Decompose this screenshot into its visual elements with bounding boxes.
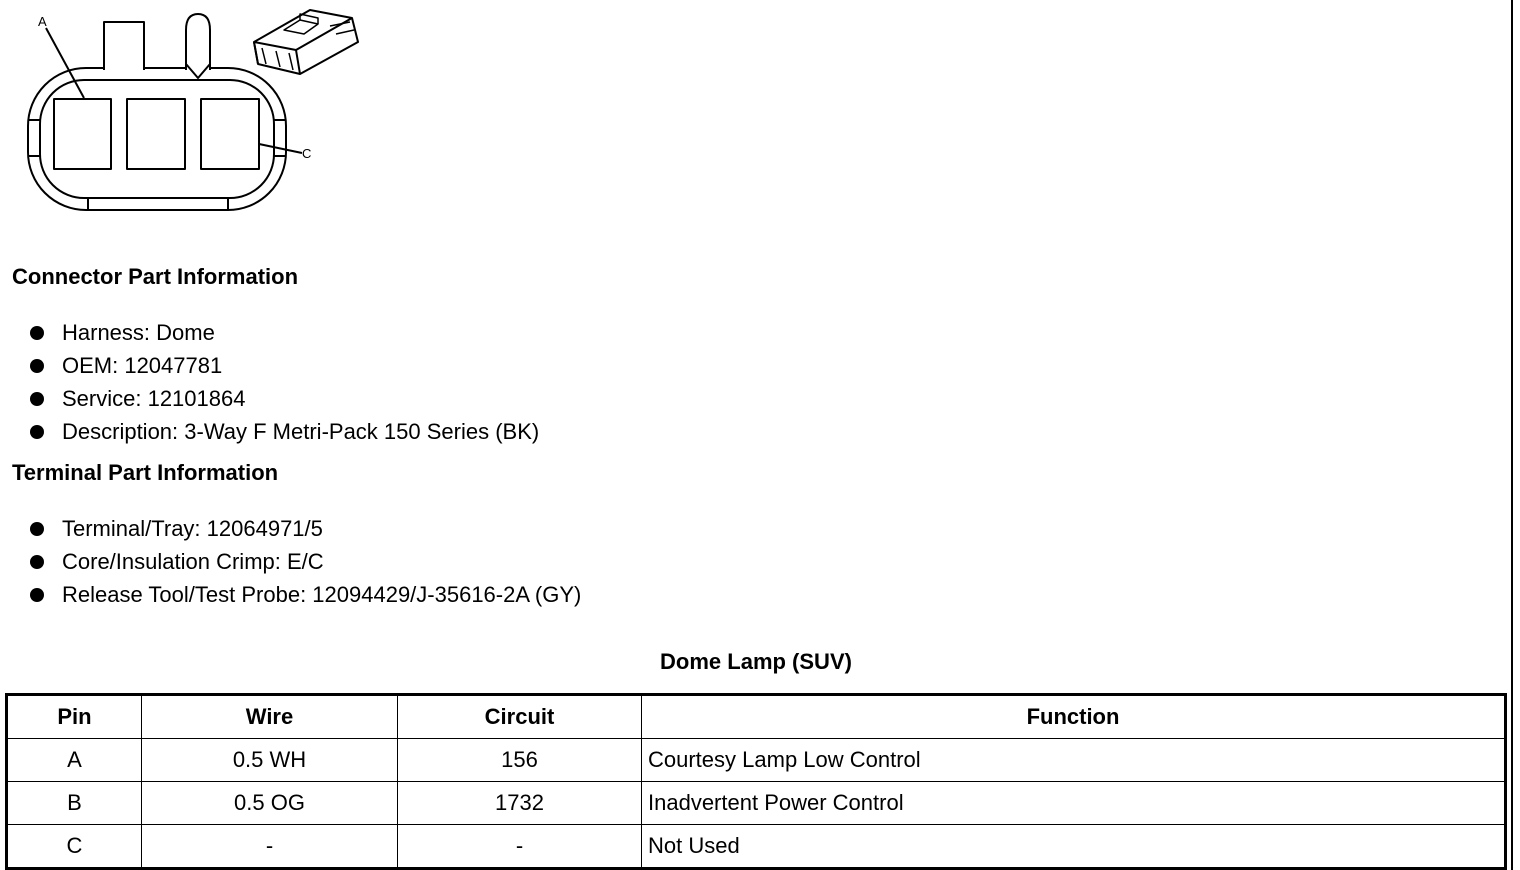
list-item <box>30 512 581 545</box>
terminal-info-heading: Terminal Part Information <box>12 460 279 485</box>
table-row <box>7 825 1506 869</box>
table-header-row <box>7 695 1506 739</box>
wire-cell: - <box>142 825 398 869</box>
table-row <box>7 739 1506 782</box>
list-item <box>30 415 539 448</box>
list-item <box>30 578 581 611</box>
list-item <box>30 545 581 578</box>
description-text: Description: 3-Way F Metri-Pack 150 Series (BK) <box>62 418 540 444</box>
bullet-icon <box>30 359 44 373</box>
connector-face-drawing <box>0 0 380 220</box>
col-header-circuit: Circuit <box>398 695 642 739</box>
bullet-icon <box>30 555 44 569</box>
function-cell: Not Used <box>642 825 1506 869</box>
bullet-icon <box>30 392 44 406</box>
list-item <box>30 349 539 382</box>
list-item <box>30 382 539 415</box>
page-right-border <box>1511 0 1513 870</box>
service-text: Service: 12101864 <box>62 385 246 411</box>
bullet-icon <box>30 522 44 536</box>
function-cell: Inadvertent Power Control <box>642 782 1506 825</box>
table-title: Dome Lamp (SUV) <box>660 649 852 674</box>
pin-cell: A <box>7 739 142 782</box>
crimp-text: Core/Insulation Crimp: E/C <box>62 548 324 574</box>
col-header-wire: Wire <box>142 695 398 739</box>
pin-c-label: C <box>302 146 312 161</box>
bullet-icon <box>30 425 44 439</box>
function-cell: Courtesy Lamp Low Control <box>642 739 1506 782</box>
terminal-tray-text: Terminal/Tray: 12064971/5 <box>62 515 323 541</box>
connector-info-heading: Connector Part Information <box>12 264 299 289</box>
terminal-info-list <box>30 512 581 611</box>
release-tool-text: Release Tool/Test Probe: 12094429/J-35616-2A (GY) <box>62 581 582 607</box>
harness-text: Harness: Dome <box>62 319 215 345</box>
table-row <box>7 782 1506 825</box>
connector-info-list <box>30 316 539 448</box>
col-header-pin: Pin <box>7 695 142 739</box>
list-item <box>30 316 539 349</box>
pinout-table <box>5 693 1507 870</box>
circuit-cell: - <box>398 825 642 869</box>
wire-cell: 0.5 WH <box>142 739 398 782</box>
bullet-icon <box>30 588 44 602</box>
pin-cell: C <box>7 825 142 869</box>
col-header-function: Function <box>642 695 1506 739</box>
bullet-icon <box>30 326 44 340</box>
circuit-cell: 1732 <box>398 782 642 825</box>
circuit-cell: 156 <box>398 739 642 782</box>
wire-cell: 0.5 OG <box>142 782 398 825</box>
oem-text: OEM: 12047781 <box>62 352 223 378</box>
pin-cell: B <box>7 782 142 825</box>
connector-diagram <box>0 0 380 220</box>
pin-a-label: A <box>38 14 47 29</box>
